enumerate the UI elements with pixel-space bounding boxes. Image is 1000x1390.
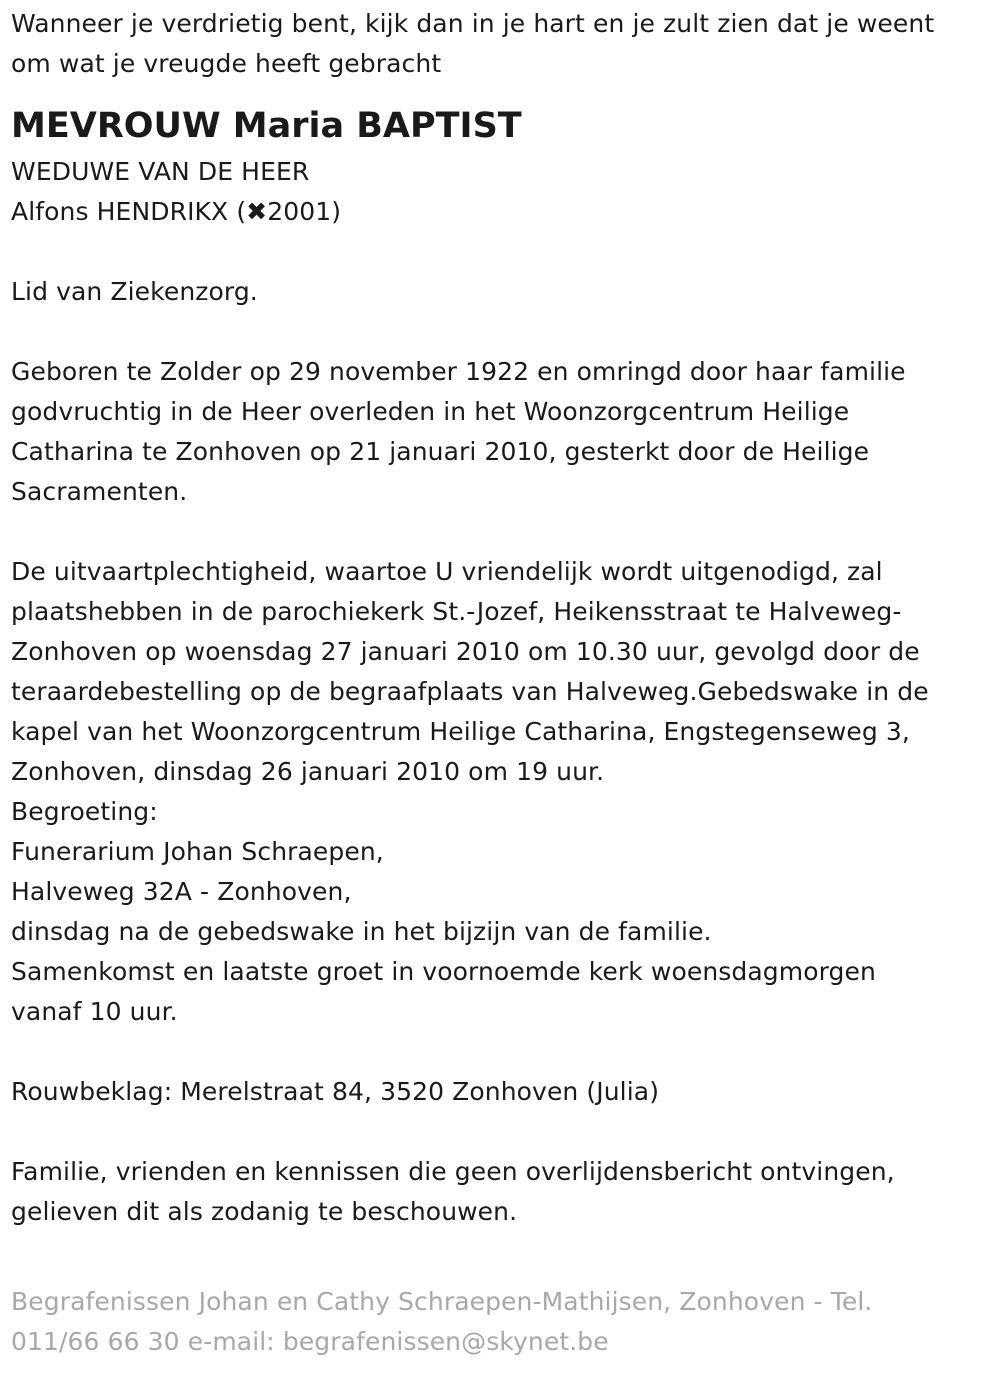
paragraph-line: gelieven dit als zodanig te beschouwen. [11, 1197, 518, 1226]
quote-line: Wanneer je verdrietig bent, kijk dan in je hart en je zult zien dat je weent [11, 9, 935, 38]
footer-line: Begrafenissen Johan en Cathy Schraepen-Mathijsen, Zonhoven - Tel. [11, 1287, 873, 1316]
paragraph-line: De uitvaartplechtigheid, waartoe U vriendelijk wordt uitgenodigd, zal [11, 557, 883, 586]
spacer [11, 1232, 991, 1272]
paragraph-line: Funerarium Johan Schraepen, [11, 837, 384, 866]
spacer [11, 312, 991, 352]
paragraph-line: Familie, vrienden en kennissen die geen overlijdensbericht ontvingen, [11, 1157, 895, 1186]
paragraph-line: Zonhoven, dinsdag 26 januari 2010 om 19 uur. [11, 757, 605, 786]
paragraph-line: dinsdag na de gebedswake in het bijzijn van de familie. [11, 917, 712, 946]
condolence-address: Rouwbeklag: Merelstraat 84, 3520 Zonhoven (Julia) [11, 1077, 660, 1106]
funeral-paragraph [11, 552, 991, 1032]
paragraph-line: plaatshebben in de parochiekerk St.-Jozef, Heikensstraat te Halveweg- [11, 597, 902, 626]
birth-death-paragraph [11, 352, 991, 512]
footer-line: 011/66 66 30 e-mail: begrafenissen@skynet.be [11, 1327, 609, 1356]
spacer [11, 1032, 991, 1072]
paragraph-line: teraardebestelling op de begraafplaats van Halveweg.Gebedswake in de [11, 677, 929, 706]
quote [11, 4, 991, 84]
paragraph-line: kapel van het Woonzorgcentrum Heilige Catharina, Engstegenseweg 3, [11, 717, 910, 746]
paragraph-line: Begroeting: [11, 797, 158, 826]
paragraph-line: vanaf 10 uur. [11, 997, 178, 1026]
membership: Lid van Ziekenzorg. [11, 277, 258, 306]
paragraph-line: Geboren te Zolder op 29 november 1922 en omringd door haar familie [11, 357, 906, 386]
spacer [11, 232, 991, 272]
spouse-line: Alfons HENDRIKX (✖2001) [11, 197, 342, 226]
paragraph-line: Halveweg 32A - Zonhoven, [11, 877, 352, 906]
funeral-home-footer [11, 1282, 991, 1362]
paragraph-line: Samenkomst en laatste groet in voornoemde kerk woensdagmorgen [11, 957, 876, 986]
paragraph-line: godvruchtig in de Heer overleden in het Woonzorgcentrum Heilige [11, 397, 850, 426]
paragraph-line: Zonhoven op woensdag 27 januari 2010 om 10.30 uur, gevolgd door de [11, 637, 920, 666]
obituary-notice [11, 4, 991, 1362]
paragraph-line: Sacramenten. [11, 477, 188, 506]
spacer [11, 1112, 991, 1152]
spacer [11, 512, 991, 552]
quote-line: om wat je vreugde heeft gebracht [11, 49, 442, 78]
paragraph-line: Catharina te Zonhoven op 21 januari 2010, gesterkt door de Heilige [11, 437, 870, 466]
deceased-name: MEVROUW Maria BAPTIST [11, 106, 522, 146]
widow-line: WEDUWE VAN DE HEER [11, 157, 310, 186]
closing-paragraph [11, 1152, 991, 1232]
